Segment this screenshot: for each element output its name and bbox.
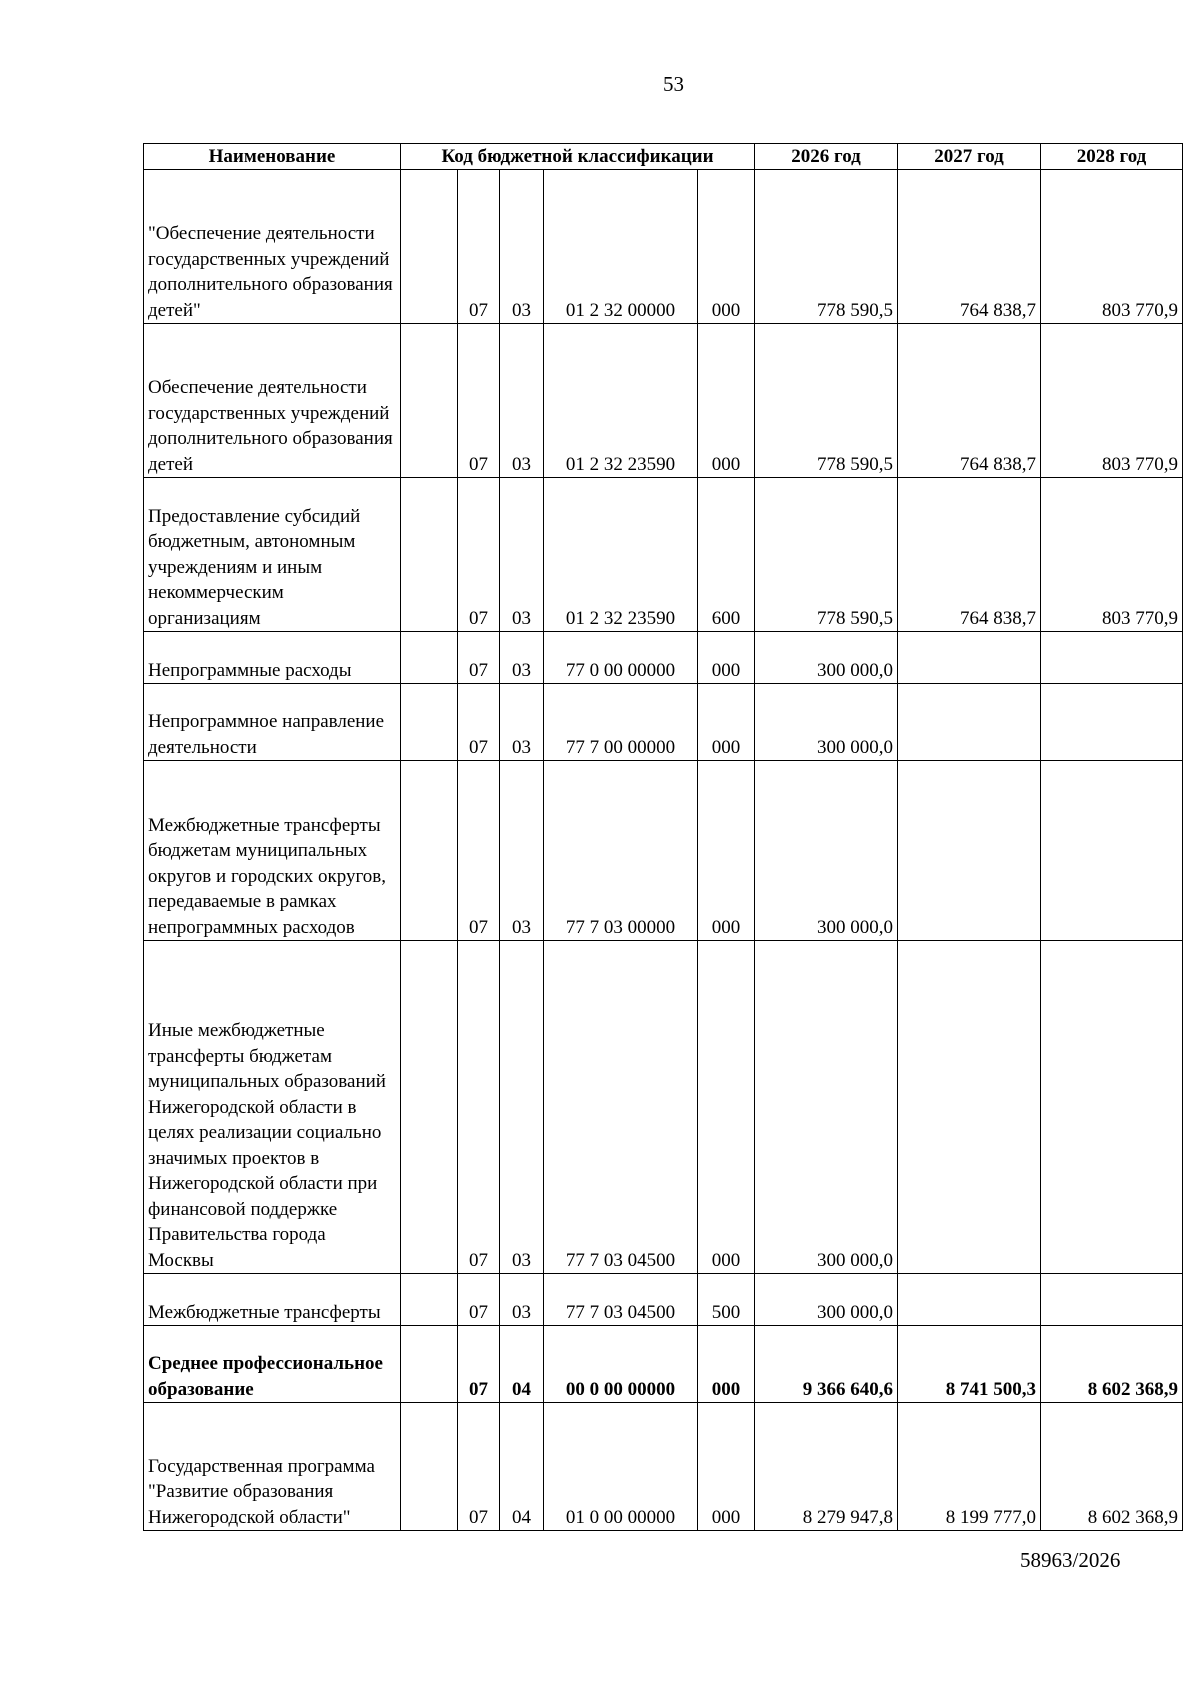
code-subsection: 04 [500, 1326, 544, 1403]
table-row [144, 170, 1183, 324]
empty-cell [401, 1403, 458, 1531]
code-target: 01 2 32 00000 [544, 170, 698, 324]
value-2026: 8 279 947,8 [755, 1403, 898, 1531]
table-header-row [144, 144, 1183, 170]
code-section: 07 [458, 941, 500, 1274]
row-name: Непрограммные расходы [144, 632, 401, 684]
code-subsection: 03 [500, 941, 544, 1274]
code-subsection: 03 [500, 1274, 544, 1326]
code-subsection: 03 [500, 478, 544, 632]
code-target: 77 0 00 00000 [544, 632, 698, 684]
value-2027: 8 199 777,0 [898, 1403, 1041, 1531]
table-row [144, 761, 1183, 941]
value-2026: 300 000,0 [755, 684, 898, 761]
empty-cell [401, 1274, 458, 1326]
code-target: 00 0 00 00000 [544, 1326, 698, 1403]
value-2026: 300 000,0 [755, 1274, 898, 1326]
code-target: 77 7 03 04500 [544, 941, 698, 1274]
code-expense-type: 000 [698, 1403, 755, 1531]
code-expense-type: 000 [698, 941, 755, 1274]
value-2026: 778 590,5 [755, 324, 898, 478]
code-subsection: 03 [500, 632, 544, 684]
code-expense-type: 600 [698, 478, 755, 632]
row-name: Государственная программа "Развитие образования Нижегородской области" [144, 1403, 401, 1531]
code-expense-type: 000 [698, 761, 755, 941]
value-2026: 778 590,5 [755, 478, 898, 632]
code-section: 07 [458, 1326, 500, 1403]
empty-cell [401, 170, 458, 324]
empty-cell [401, 478, 458, 632]
value-2028 [1041, 761, 1183, 941]
value-2026: 300 000,0 [755, 761, 898, 941]
empty-cell [401, 632, 458, 684]
code-section: 07 [458, 324, 500, 478]
code-expense-type: 000 [698, 684, 755, 761]
row-name: Обеспечение деятельности государственных учреждений дополнительного образования детей [144, 324, 401, 478]
value-2026: 300 000,0 [755, 632, 898, 684]
row-name: Непрограммное направление деятельности [144, 684, 401, 761]
code-target: 77 7 03 00000 [544, 761, 698, 941]
value-2028 [1041, 684, 1183, 761]
value-2027 [898, 1274, 1041, 1326]
code-target: 01 2 32 23590 [544, 324, 698, 478]
value-2027: 8 741 500,3 [898, 1326, 1041, 1403]
value-2026: 300 000,0 [755, 941, 898, 1274]
value-2027 [898, 632, 1041, 684]
code-subsection: 03 [500, 684, 544, 761]
code-target: 77 7 00 00000 [544, 684, 698, 761]
code-section: 07 [458, 478, 500, 632]
value-2028: 803 770,9 [1041, 324, 1183, 478]
header-2027: 2027 год [898, 144, 1041, 170]
table-row [144, 478, 1183, 632]
code-expense-type: 000 [698, 1326, 755, 1403]
row-name: Среднее профессиональное образование [144, 1326, 401, 1403]
empty-cell [401, 941, 458, 1274]
table-row [144, 632, 1183, 684]
header-2028: 2028 год [1041, 144, 1183, 170]
empty-cell [401, 324, 458, 478]
code-expense-type: 000 [698, 632, 755, 684]
value-2027: 764 838,7 [898, 478, 1041, 632]
value-2027 [898, 684, 1041, 761]
value-2028 [1041, 1274, 1183, 1326]
code-subsection: 03 [500, 170, 544, 324]
value-2027: 764 838,7 [898, 170, 1041, 324]
empty-cell [401, 684, 458, 761]
row-name: "Обеспечение деятельности государственных учреждений дополнительного образования детей" [144, 170, 401, 324]
row-name: Межбюджетные трансферты бюджетам муниципальных округов и городских округов, передаваемые в рамках непрограммных расходов [144, 761, 401, 941]
code-expense-type: 000 [698, 170, 755, 324]
value-2026: 778 590,5 [755, 170, 898, 324]
header-name: Наименование [144, 144, 401, 170]
code-section: 07 [458, 170, 500, 324]
table-row [144, 324, 1183, 478]
code-section: 07 [458, 1403, 500, 1531]
value-2028 [1041, 632, 1183, 684]
budget-table [143, 143, 1183, 1531]
code-target: 01 0 00 00000 [544, 1403, 698, 1531]
page-number: 53 [663, 72, 684, 96]
table-row [144, 1326, 1183, 1403]
code-section: 07 [458, 1274, 500, 1326]
empty-cell [401, 761, 458, 941]
table-row [144, 1403, 1183, 1531]
value-2027: 764 838,7 [898, 324, 1041, 478]
code-section: 07 [458, 632, 500, 684]
code-target: 01 2 32 23590 [544, 478, 698, 632]
document-number: 58963/2026 [1020, 1548, 1121, 1572]
header-budget-code: Код бюджетной классификации [401, 144, 755, 170]
code-section: 07 [458, 684, 500, 761]
code-expense-type: 500 [698, 1274, 755, 1326]
table-row [144, 941, 1183, 1274]
row-name: Иные межбюджетные трансферты бюджетам муниципальных образований Нижегородской области в целях реализации социально значимых проектов в Нижегородской области при финансовой поддержке Правительства города Москвы [144, 941, 401, 1274]
value-2027 [898, 941, 1041, 1274]
code-subsection: 03 [500, 324, 544, 478]
code-target: 77 7 03 04500 [544, 1274, 698, 1326]
table-row [144, 1274, 1183, 1326]
code-section: 07 [458, 761, 500, 941]
code-subsection: 03 [500, 761, 544, 941]
empty-cell [401, 1326, 458, 1403]
row-name: Предоставление субсидий бюджетным, автономным учреждениям и иным некоммерческим организациям [144, 478, 401, 632]
value-2026: 9 366 640,6 [755, 1326, 898, 1403]
value-2028: 803 770,9 [1041, 478, 1183, 632]
value-2028: 8 602 368,9 [1041, 1326, 1183, 1403]
code-subsection: 04 [500, 1403, 544, 1531]
code-expense-type: 000 [698, 324, 755, 478]
row-name: Межбюджетные трансферты [144, 1274, 401, 1326]
header-2026: 2026 год [755, 144, 898, 170]
value-2027 [898, 761, 1041, 941]
value-2028: 803 770,9 [1041, 170, 1183, 324]
table-row [144, 684, 1183, 761]
value-2028 [1041, 941, 1183, 1274]
value-2028: 8 602 368,9 [1041, 1403, 1183, 1531]
